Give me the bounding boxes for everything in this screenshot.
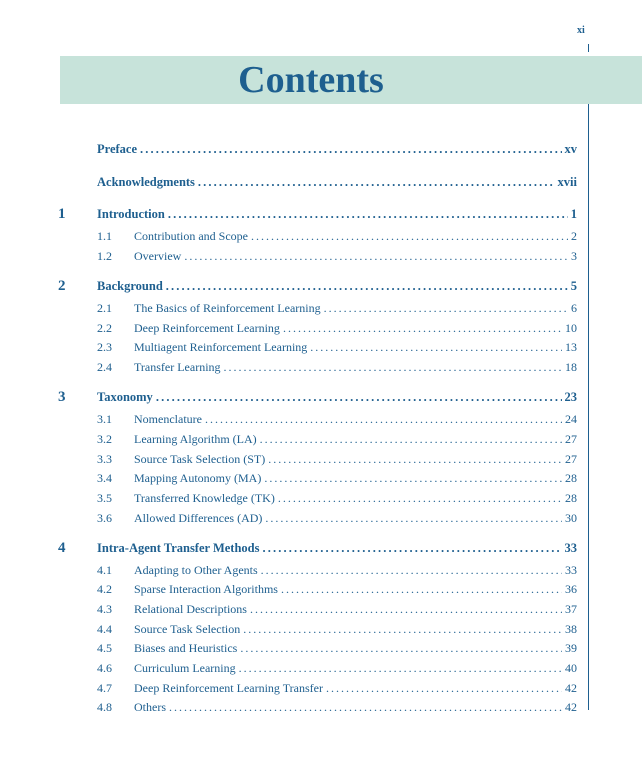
chapter-number: 1 — [58, 206, 66, 222]
dot-leader — [326, 681, 562, 696]
entry-title: Preface — [97, 142, 138, 156]
toc-section-entry[interactable] — [0, 412, 643, 430]
toc-section-entry[interactable] — [0, 452, 643, 470]
toc-section-entry[interactable] — [0, 622, 643, 640]
entry-page-number: 28 — [565, 491, 577, 505]
toc-chapter-entry[interactable] — [0, 541, 643, 559]
section-number: 3.4 — [97, 471, 112, 485]
section-number: 4.2 — [97, 582, 112, 596]
entry-page-number: 1 — [570, 207, 577, 221]
entry-title: Nomenclature — [134, 412, 202, 426]
entry-page-number: 27 — [565, 452, 577, 466]
toc-section-entry[interactable] — [0, 229, 643, 247]
entry-page-number: 39 — [565, 641, 577, 655]
entry-page-number: 3 — [571, 249, 577, 263]
entry-title: Taxonomy — [97, 390, 153, 404]
dot-leader — [140, 142, 561, 157]
entry-title: Others — [134, 700, 166, 714]
dot-leader — [261, 563, 562, 578]
entry-page-number: 38 — [565, 622, 577, 636]
entry-title: Contribution and Scope — [134, 229, 248, 243]
entry-title: Transferred Knowledge (TK) — [134, 491, 275, 505]
toc-section-entry[interactable] — [0, 641, 643, 659]
section-number: 4.6 — [97, 661, 112, 675]
section-number: 1.2 — [97, 249, 112, 263]
entry-title: Introduction — [97, 207, 165, 221]
entry-page-number: 27 — [565, 432, 577, 446]
section-number: 2.1 — [97, 301, 112, 315]
toc-front-entry[interactable] — [0, 142, 643, 160]
dot-leader — [260, 432, 562, 447]
section-number: 4.1 — [97, 563, 112, 577]
entry-page-number: 28 — [565, 471, 577, 485]
toc-section-entry[interactable] — [0, 471, 643, 489]
entry-title: Adapting to Other Agents — [134, 563, 258, 577]
section-number: 3.2 — [97, 432, 112, 446]
toc-section-entry[interactable] — [0, 681, 643, 699]
entry-page-number: 30 — [565, 511, 577, 525]
dot-leader — [263, 541, 562, 556]
entry-page-number: 37 — [565, 602, 577, 616]
toc-front-entry[interactable] — [0, 175, 643, 193]
dot-leader — [166, 279, 568, 294]
toc-section-entry[interactable] — [0, 661, 643, 679]
section-number: 2.4 — [97, 360, 112, 374]
chapter-number: 4 — [58, 540, 66, 556]
entry-page-number: 36 — [565, 582, 577, 596]
toc-section-entry[interactable] — [0, 511, 643, 529]
toc-section-entry[interactable] — [0, 432, 643, 450]
page-title: Contents — [238, 59, 384, 101]
toc-section-entry[interactable] — [0, 321, 643, 339]
toc-section-entry[interactable] — [0, 360, 643, 378]
toc-chapter-entry[interactable] — [0, 390, 643, 408]
dot-leader — [184, 249, 568, 264]
dot-leader — [250, 602, 562, 617]
title-banner — [60, 56, 642, 104]
dot-leader — [156, 390, 562, 405]
section-number: 1.1 — [97, 229, 112, 243]
toc-section-entry[interactable] — [0, 582, 643, 600]
dot-leader — [251, 229, 568, 244]
entry-title: Source Task Selection (ST) — [134, 452, 266, 466]
dot-leader — [324, 301, 568, 316]
entry-page-number: 42 — [565, 681, 577, 695]
page-number: xi — [577, 25, 585, 36]
entry-title: Curriculum Learning — [134, 661, 236, 675]
dot-leader — [168, 207, 568, 222]
entry-page-number: 18 — [565, 360, 577, 374]
section-number: 4.3 — [97, 602, 112, 616]
entry-page-number: 5 — [570, 279, 577, 293]
entry-title: Relational Descriptions — [134, 602, 247, 616]
chapter-number: 2 — [58, 278, 66, 294]
section-number: 2.3 — [97, 340, 112, 354]
section-number: 2.2 — [97, 321, 112, 335]
toc-chapter-entry[interactable] — [0, 279, 643, 297]
entry-page-number: 33 — [564, 541, 577, 555]
entry-title: Overview — [134, 249, 182, 263]
entry-title: Background — [97, 279, 163, 293]
entry-title: Transfer Learning — [134, 360, 221, 374]
chapter-number: 3 — [58, 389, 66, 405]
dot-leader — [240, 641, 562, 656]
toc-chapter-entry[interactable] — [0, 207, 643, 225]
entry-page-number: 24 — [565, 412, 577, 426]
entry-title: Deep Reinforcement Learning Transfer — [134, 681, 323, 695]
dot-leader — [283, 321, 562, 336]
toc-section-entry[interactable] — [0, 563, 643, 581]
toc-section-entry[interactable] — [0, 301, 643, 319]
dot-leader — [169, 700, 562, 715]
section-number: 4.4 — [97, 622, 112, 636]
dot-leader — [264, 471, 562, 486]
dot-leader — [198, 175, 555, 190]
margin-rule-top — [588, 44, 589, 52]
entry-page-number: 40 — [565, 661, 577, 675]
dot-leader — [278, 491, 562, 506]
section-number: 4.5 — [97, 641, 112, 655]
entry-page-number: 33 — [565, 563, 577, 577]
entry-title: Learning Algorithm (LA) — [134, 432, 257, 446]
dot-leader — [281, 582, 562, 597]
toc-section-entry[interactable] — [0, 249, 643, 267]
dot-leader — [265, 511, 562, 526]
entry-title: Acknowledgments — [97, 175, 195, 189]
dot-leader — [268, 452, 562, 467]
entry-title: Source Task Selection — [134, 622, 241, 636]
entry-page-number: xv — [564, 142, 577, 156]
dot-leader — [224, 360, 562, 375]
section-number: 3.5 — [97, 491, 112, 505]
entry-page-number: 6 — [571, 301, 577, 315]
toc-section-entry[interactable] — [0, 340, 643, 358]
section-number: 4.7 — [97, 681, 112, 695]
entry-page-number: 2 — [571, 229, 577, 243]
entry-page-number: 10 — [565, 321, 577, 335]
entry-title: Multiagent Reinforcement Learning — [134, 340, 308, 354]
section-number: 3.1 — [97, 412, 112, 426]
entry-page-number: 23 — [564, 390, 577, 404]
entry-page-number: 42 — [565, 700, 577, 714]
entry-title: Intra-Agent Transfer Methods — [97, 541, 260, 555]
entry-title: Deep Reinforcement Learning — [134, 321, 280, 335]
entry-title: Allowed Differences (AD) — [134, 511, 263, 525]
entry-page-number: 13 — [565, 340, 577, 354]
toc-section-entry[interactable] — [0, 491, 643, 509]
entry-title: Sparse Interaction Algorithms — [134, 582, 278, 596]
section-number: 4.8 — [97, 700, 112, 714]
dot-leader — [310, 340, 562, 355]
toc-section-entry[interactable] — [0, 700, 643, 718]
dot-leader — [205, 412, 562, 427]
entry-title: Biases and Heuristics — [134, 641, 238, 655]
section-number: 3.6 — [97, 511, 112, 525]
entry-title: The Basics of Reinforcement Learning — [134, 301, 321, 315]
entry-title: Mapping Autonomy (MA) — [134, 471, 262, 485]
dot-leader — [243, 622, 562, 637]
dot-leader — [239, 661, 562, 676]
toc-section-entry[interactable] — [0, 602, 643, 620]
entry-page-number: xvii — [557, 175, 577, 189]
section-number: 3.3 — [97, 452, 112, 466]
